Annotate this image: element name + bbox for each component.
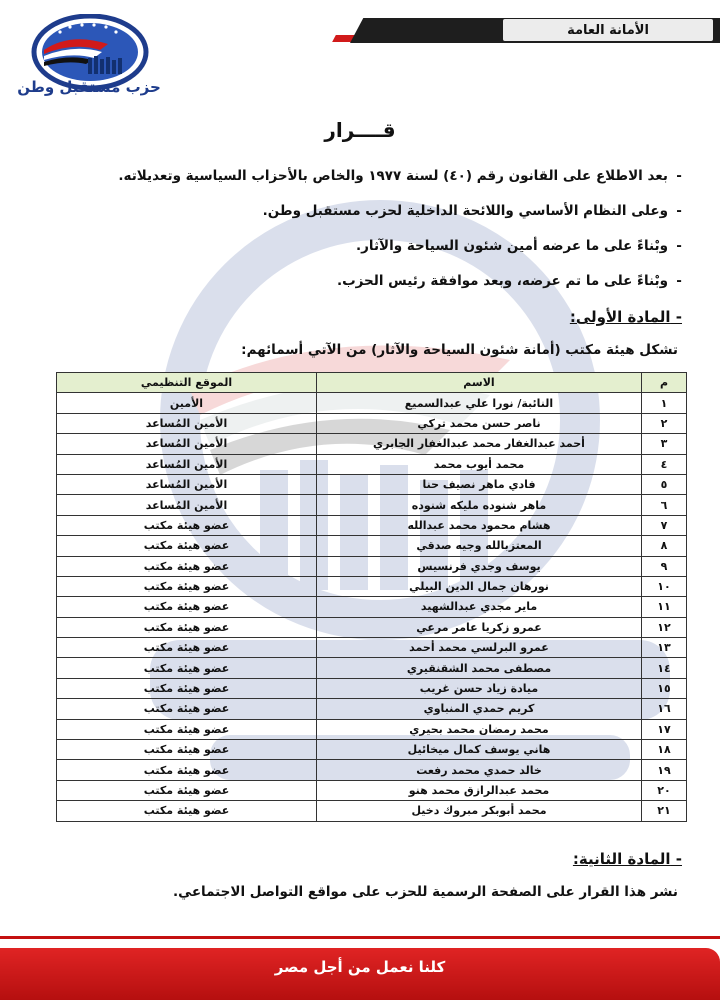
row-number-cell: ٢: [642, 413, 687, 433]
table-row: [57, 740, 687, 760]
row-position-cell: عضو هيئة مكتب: [57, 597, 317, 617]
preamble-clauses: [30, 158, 690, 298]
col-header-position: الموقع التنظيمي: [57, 373, 317, 393]
row-number-cell: ٧: [642, 515, 687, 535]
row-number-cell: ٢١: [642, 801, 687, 821]
row-name-cell: ناصر حسن محمد تركي: [317, 413, 642, 433]
row-name-cell: عمرو البرلسي محمد أحمد: [317, 638, 642, 658]
row-name-cell: عمرو زكريا عامر مرعي: [317, 617, 642, 637]
footer-red-line: [0, 936, 720, 939]
article2-heading-text: المادة الثانية:: [572, 850, 671, 868]
table-row: [57, 454, 687, 474]
row-name-cell: يوسف وجدي فرنسيس: [317, 556, 642, 576]
row-position-cell: عضو هيئة مكتب: [57, 658, 317, 678]
clause-text: وعلى النظام الأساسي واللائحة الداخلية لحزب مستقبل وطن.: [262, 202, 668, 219]
table-row: [57, 780, 687, 800]
table-row: [57, 536, 687, 556]
table-row: [57, 617, 687, 637]
col-header-name: الاسم: [317, 373, 642, 393]
table-header-row: [57, 373, 687, 393]
table-row: [57, 515, 687, 535]
table-row: [57, 495, 687, 515]
heading-dash: -: [670, 850, 682, 868]
row-number-cell: ٥: [642, 474, 687, 494]
row-name-cell: ميادة زياد حسن غريب: [317, 678, 642, 698]
preamble-clause: [30, 263, 690, 298]
row-number-cell: ٦: [642, 495, 687, 515]
table-row: [57, 556, 687, 576]
row-name-cell: محمد عبدالرازق محمد هنو: [317, 780, 642, 800]
row-number-cell: ٨: [642, 536, 687, 556]
row-position-cell: الأمين المُساعد: [57, 434, 317, 454]
row-number-cell: ١٢: [642, 617, 687, 637]
row-position-cell: الأمين المُساعد: [57, 413, 317, 433]
members-table-body: [57, 393, 687, 821]
row-position-cell: عضو هيئة مكتب: [57, 740, 317, 760]
row-name-cell: النائبة/ نورا علي عبدالسميع: [317, 393, 642, 413]
table-row: [57, 699, 687, 719]
row-name-cell: كريم حمدي المنباوي: [317, 699, 642, 719]
table-row: [57, 474, 687, 494]
row-name-cell: ماير مجدي عبدالشهيد: [317, 597, 642, 617]
row-position-cell: الأمين: [57, 393, 317, 413]
row-position-cell: الأمين المُساعد: [57, 495, 317, 515]
table-row: [57, 801, 687, 821]
row-number-cell: ٢٠: [642, 780, 687, 800]
bullet-dash: -: [676, 272, 682, 289]
party-name-logo-text: حزب مستقبل وطن: [17, 78, 161, 96]
table-row: [57, 434, 687, 454]
heading-dash: -: [670, 308, 682, 326]
row-number-cell: ٣: [642, 434, 687, 454]
row-number-cell: ١٩: [642, 760, 687, 780]
article2-heading: [573, 850, 682, 868]
row-position-cell: عضو هيئة مكتب: [57, 678, 317, 698]
table-row: [57, 597, 687, 617]
table-row: [57, 678, 687, 698]
row-position-cell: عضو هيئة مكتب: [57, 699, 317, 719]
article1-heading-text: المادة الأولى:: [569, 308, 671, 326]
row-position-cell: عضو هيئة مكتب: [57, 719, 317, 739]
row-position-cell: عضو هيئة مكتب: [57, 617, 317, 637]
row-number-cell: ٩: [642, 556, 687, 576]
footer-slogan: كلنا نعمل من أجل مصر: [274, 958, 446, 976]
bullet-dash: -: [676, 167, 682, 184]
row-number-cell: ١١: [642, 597, 687, 617]
row-name-cell: هشام محمود محمد عبدالله: [317, 515, 642, 535]
row-name-cell: المعتزبالله وجيه صدقي: [317, 536, 642, 556]
row-number-cell: ١٨: [642, 740, 687, 760]
row-position-cell: عضو هيئة مكتب: [57, 536, 317, 556]
row-position-cell: عضو هيئة مكتب: [57, 638, 317, 658]
row-name-cell: محمد رمضان محمد بحيري: [317, 719, 642, 739]
preamble-clause: [30, 193, 690, 228]
table-row: [57, 576, 687, 596]
table-row: [57, 393, 687, 413]
header-label-box: [503, 19, 713, 41]
article2-text: نشر هذا القرار على الصفحة الرسمية للحزب على مواقع التواصل الاجتماعي.: [173, 884, 678, 900]
row-name-cell: محمد أبوبكر مبروك دخيل: [317, 801, 642, 821]
row-position-cell: الأمين المُساعد: [57, 454, 317, 474]
members-table: [56, 372, 687, 822]
row-number-cell: ١: [642, 393, 687, 413]
row-name-cell: مصطفى محمد الشقنقيري: [317, 658, 642, 678]
row-number-cell: ١٣: [642, 638, 687, 658]
clause-text: بعد الاطلاع على القانون رقم (٤٠) لسنة ١٩٧٧ والخاص بالأحزاب السياسية وتعديلاته.: [118, 167, 668, 184]
clause-text: وبْناءً على ما تم عرضه، وبعد موافقة رئيس الحزب.: [336, 272, 668, 289]
decree-title: قــــرار: [324, 118, 396, 142]
table-row: [57, 638, 687, 658]
row-position-cell: عضو هيئة مكتب: [57, 760, 317, 780]
row-number-cell: ١٤: [642, 658, 687, 678]
bullet-dash: -: [676, 237, 682, 254]
row-number-cell: ١٦: [642, 699, 687, 719]
row-name-cell: ماهر شنوده مليكه شنوده: [317, 495, 642, 515]
row-name-cell: نورهان جمال الدين البيلي: [317, 576, 642, 596]
row-number-cell: ١٠: [642, 576, 687, 596]
row-number-cell: ١٧: [642, 719, 687, 739]
row-name-cell: أحمد عبدالغفار محمد عبدالغفار الجابري: [317, 434, 642, 454]
row-position-cell: الأمين المُساعد: [57, 474, 317, 494]
col-header-number: م: [642, 373, 687, 393]
row-name-cell: خالد حمدي محمد رفعت: [317, 760, 642, 780]
clause-text: وبْناءً على ما عرضه أمين شئون السياحة والآثار.: [356, 237, 668, 254]
row-name-cell: فادي ماهر نصيف حنا: [317, 474, 642, 494]
article1-heading: [570, 308, 682, 326]
header-label: الأمانة العامة: [567, 22, 649, 38]
preamble-clause: [30, 158, 690, 193]
table-row: [57, 413, 687, 433]
row-name-cell: هاني يوسف كمال ميخائيل: [317, 740, 642, 760]
article1-text: تشكل هيئة مكتب (أمانة شئون السياحة والآثار) من الآتي أسمائهم:: [241, 342, 678, 358]
row-position-cell: عضو هيئة مكتب: [57, 780, 317, 800]
table-row: [57, 658, 687, 678]
row-position-cell: عضو هيئة مكتب: [57, 556, 317, 576]
row-name-cell: محمد أيوب محمد: [317, 454, 642, 474]
table-row: [57, 719, 687, 739]
row-position-cell: عضو هيئة مكتب: [57, 515, 317, 535]
preamble-clause: [30, 228, 690, 263]
table-row: [57, 760, 687, 780]
bullet-dash: -: [676, 202, 682, 219]
row-position-cell: عضو هيئة مكتب: [57, 576, 317, 596]
row-number-cell: ١٥: [642, 678, 687, 698]
row-number-cell: ٤: [642, 454, 687, 474]
row-position-cell: عضو هيئة مكتب: [57, 801, 317, 821]
